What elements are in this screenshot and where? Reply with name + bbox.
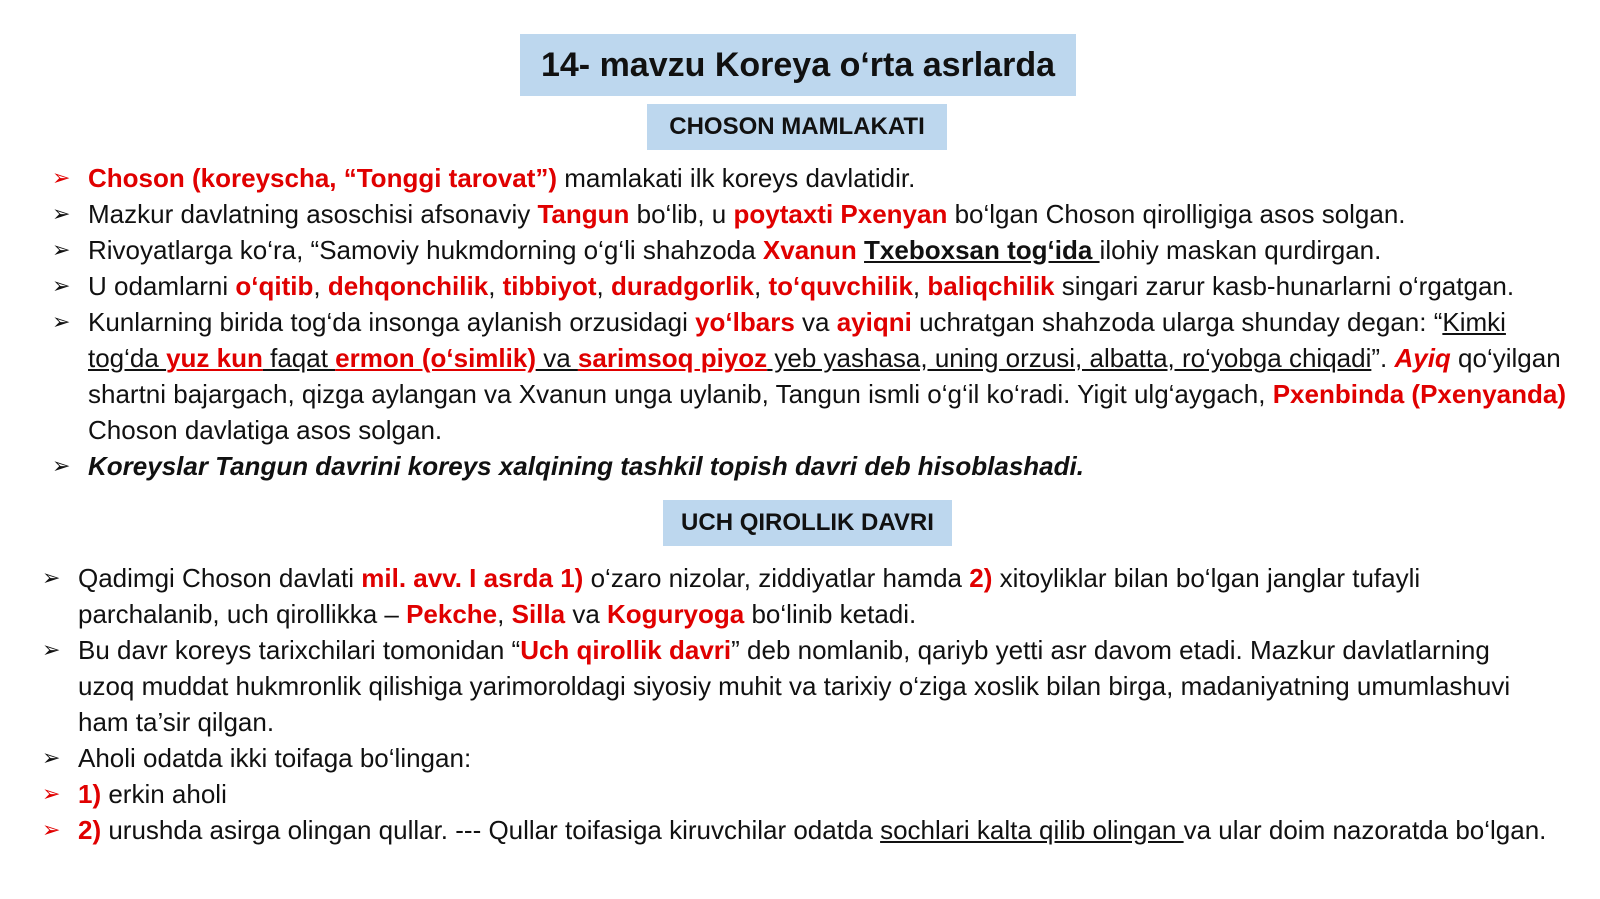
item-text: Qadimgi Choson davlati (78, 563, 362, 593)
highlight-text: 2) (78, 815, 102, 845)
list-item (52, 268, 1568, 304)
item-text: singari zarur kasb-hunarlarni o‘rgatgan. (1054, 271, 1515, 301)
underlined-text: va (535, 343, 578, 373)
arrow-bullet-icon: ➢ (42, 745, 61, 770)
arrow-bullet-icon: ➢ (42, 565, 61, 590)
underlined-text: faqat (262, 343, 336, 373)
list-item (42, 632, 1548, 740)
highlight-text: to‘quvchilik (768, 271, 913, 301)
item-text: va (794, 307, 837, 337)
item-text (857, 235, 864, 265)
highlight-text: Koguryoga (607, 599, 745, 629)
highlight-text: yuz kun (166, 343, 263, 373)
item-text: va (565, 599, 608, 629)
highlight-text: Pekche (406, 599, 498, 629)
underlined-text: yeb yashasa, uning orzusi, albatta, ro‘yobga chiqadi (767, 343, 1372, 373)
highlight-text: ermon (o‘simlik) (335, 343, 536, 373)
highlight-text: 2) (969, 563, 993, 593)
highlight-text: Ayiq (1394, 343, 1451, 373)
highlight-text: Uch qirollik davri (520, 635, 732, 665)
highlight-text: Pxenbinda (Pxenyanda) (1272, 379, 1567, 409)
arrow-bullet-icon: ➢ (42, 637, 61, 662)
item-text: va ular doim nazoratda bo‘lgan. (1183, 815, 1547, 845)
highlight-text: yo‘lbars (695, 307, 795, 337)
item-text: , (497, 599, 512, 629)
item-text: urushda asirga olingan qullar. --- Qullar toifasiga kiruvchilar odatda (101, 815, 881, 845)
section-heading-choson: CHOSON MAMLAKATI (647, 104, 947, 150)
list-item (42, 740, 1548, 776)
item-text: bo‘lgan Choson qirolligiga asos solgan. (947, 199, 1406, 229)
item-text: uchratgan shahzoda ularga shunday degan: “ (911, 307, 1443, 337)
underlined-text: sochlari kalta qilib olingan (880, 815, 1184, 845)
list-item (42, 776, 1548, 812)
arrow-bullet-icon: ➢ (52, 201, 71, 226)
item-text: Kunlarning birida tog‘da insonga aylanish orzusidagi (88, 307, 696, 337)
item-text: Bu davr koreys tarixchilari tomonidan “ (78, 635, 521, 665)
item-text: bo‘lib, u (629, 199, 734, 229)
item-text: , (488, 271, 503, 301)
highlight-text: duradgorlik (610, 271, 754, 301)
highlight-text: 1) (78, 779, 102, 809)
item-text: mamlakati ilk koreys davlatidir. (557, 163, 916, 193)
item-text: xitoyliklar bilan bo‘lgan janglar tufayli parchalanib, uch qirollikka – (78, 563, 1421, 629)
item-text: Choson davlatiga asos solgan. (88, 415, 443, 445)
item-text: , (912, 271, 928, 301)
highlight-text: tibbiyot (502, 271, 597, 301)
section-list-choson (52, 160, 1568, 484)
item-text: qo‘yilgan shartni bajargach, qizga aylangan va Xvanun unga uylanib, Tangun ismli o‘g‘il ko‘radi. Yigit ulg‘aygach, (88, 343, 1561, 409)
arrow-bullet-icon: ➢ (52, 237, 71, 262)
emphasis-text: Koreyslar Tangun davrini koreys xalqining tashkil topish davri deb hisoblashadi. (88, 451, 1084, 481)
item-text: Aholi odatda ikki toifaga bo‘lingan: (78, 743, 472, 773)
arrow-bullet-icon: ➢ (52, 309, 71, 334)
item-text: , (313, 271, 328, 301)
highlight-text: baliqchilik (927, 271, 1055, 301)
highlight-text: Choson (koreyscha, “Tonggi tarovat”) (88, 163, 558, 193)
highlight-text: Xvanun (762, 235, 857, 265)
highlight-text: ayiqni (836, 307, 912, 337)
list-item (52, 196, 1568, 232)
section-heading-uch-qirollik: UCH QIROLLIK DAVRI (663, 500, 952, 546)
highlight-text: mil. avv. I asrda 1) (361, 563, 584, 593)
page-title: 14- mavzu Koreya o‘rta asrlarda (520, 34, 1076, 96)
arrow-bullet-icon: ➢ (52, 453, 71, 478)
item-text: o‘zaro nizolar, ziddiyatlar hamda (583, 563, 970, 593)
section-list-uch-qirollik (42, 560, 1548, 848)
item-text: ilohiy maskan qurdirgan. (1099, 235, 1382, 265)
highlight-text: sarimsoq piyoz (577, 343, 768, 373)
underlined-text: Txeboxsan tog‘ida (864, 235, 1100, 265)
list-item (42, 560, 1548, 632)
list-item (52, 448, 1568, 484)
arrow-bullet-icon: ➢ (52, 165, 71, 190)
highlight-text: poytaxti Pxenyan (733, 199, 948, 229)
item-text: erkin aholi (101, 779, 227, 809)
item-text: Rivoyatlarga ko‘ra, “Samoviy hukmdorning o‘g‘li shahzoda (88, 235, 763, 265)
list-item (52, 160, 1568, 196)
list-item (52, 304, 1568, 448)
underlined-text: Kimki tog‘da (88, 307, 1506, 373)
list-item (42, 812, 1548, 848)
highlight-text: o‘qitib (235, 271, 314, 301)
highlight-text: dehqonchilik (327, 271, 489, 301)
arrow-bullet-icon: ➢ (52, 273, 71, 298)
list-item (52, 232, 1568, 268)
highlight-text: Silla (511, 599, 566, 629)
arrow-bullet-icon: ➢ (42, 781, 61, 806)
item-text: ” deb nomlanib, qariyb yetti asr davom etadi. Mazkur davlatlarning uzoq muddat hukmronlik qilishiga yarimoroldagi siyosiy muhit va tarixiy o‘ziga xoslik bilan birga, madaniyatning umumlashuvi ham ta’sir qilgan. (78, 635, 1511, 737)
highlight-text: Tangun (537, 199, 630, 229)
arrow-bullet-icon: ➢ (42, 817, 61, 842)
item-text: , (753, 271, 769, 301)
item-text: Mazkur davlatning asoschisi afsonaviy (88, 199, 538, 229)
item-text: U odamlarni (88, 271, 236, 301)
item-text: , (596, 271, 611, 301)
item-text: ”. (1371, 343, 1395, 373)
item-text: bo‘linib ketadi. (744, 599, 917, 629)
